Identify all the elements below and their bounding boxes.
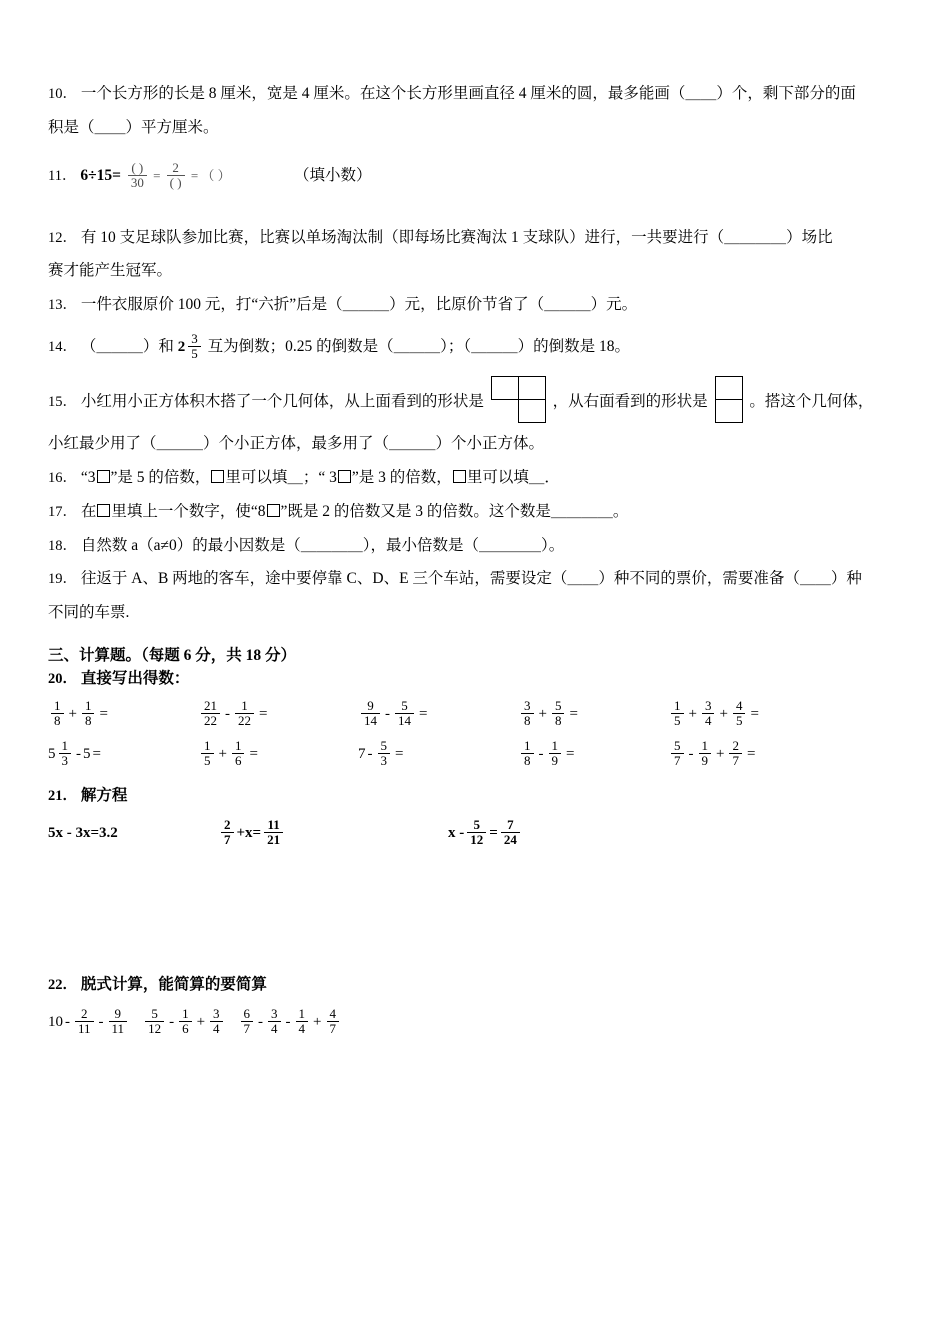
calc-item [668,737,757,770]
variable: x - [448,825,465,842]
operator: + [688,706,697,723]
operator: - [169,1014,175,1031]
fraction-numerator: 4 [735,697,743,713]
fraction-denominator: 11 [75,1021,94,1037]
fraction-numerator: 5 [473,816,480,832]
operator: +x= [236,825,262,842]
spacer [48,208,902,222]
question-text: 积是（＿＿）平方厘米。 [48,118,219,136]
fraction-numerator: ( ) [131,159,144,175]
q22-expression [48,1005,902,1038]
fraction-numerator: 1 [84,697,92,713]
operator: + [716,746,725,763]
mixed-whole: 2 [177,339,186,356]
question-text: 一件衣服原价 100 元，打“六折”后是（＿＿＿）元，比原价节省了（＿＿＿）元。 [80,296,638,314]
fraction [188,332,201,362]
question-number: 11． [48,167,77,184]
fraction-denominator: 14 [361,713,380,729]
fraction-numerator: 5 [674,737,681,753]
calc-item [198,737,358,770]
equation-1: 5x - 3x=3.2 [48,825,118,842]
fraction-numerator: 3 [271,1005,278,1021]
question-text: 不同的车票. [48,604,130,622]
operator: - [538,746,544,763]
equals-sign: = [153,167,161,183]
fraction-denominator: 8 [521,713,534,729]
question-number: 17． [48,503,77,520]
square-box-icon [211,470,224,483]
exam-content [48,78,902,1048]
fraction-denominator: 8 [552,713,565,729]
question-12 [48,222,902,254]
question-hint: （填小数） [293,166,372,184]
question-text: 在 [80,502,97,520]
fraction-numerator: 9 [367,697,374,713]
fraction-numerator: 1 [701,737,708,753]
fraction-numerator: 3 [213,1005,220,1021]
fraction-numerator: 21 [204,697,217,713]
fraction-numerator: 1 [241,697,248,713]
question-text: 一个长方形的长是 8 厘米，宽是 4 厘米。在这个长方形里画直径 4 厘米的圆，最多能画（＿＿）个，剩下部分的面 [80,85,856,102]
question-text: ，从右面看到的形状是 [552,393,708,411]
equals-sign: = [419,706,428,723]
equation-row [48,816,902,849]
question-number: 13． [48,297,77,314]
question-number: 10． [48,86,77,102]
equation-2 [218,816,448,849]
question-text: （＿＿＿）和 [80,337,174,355]
question-21 [48,784,902,809]
fraction-denominator: 5 [733,713,746,729]
section-3-title: 三、计算题。（每题 6 分，共 18 分） [48,646,297,664]
fraction-numerator: 3 [704,697,712,713]
question-text: 赛才能产生冠军。 [48,262,173,280]
fraction-numerator: 1 [61,737,68,753]
operator: - [285,1014,291,1031]
question-text: 小红用小正方体积木搭了一个几何体，从上面看到的形状是 [80,393,484,411]
question-text: ”是 3 的倍数， [351,469,452,486]
question-11 [48,160,902,192]
fraction-denominator: 4 [210,1021,223,1037]
answer-space [48,855,902,973]
question-number: 12． [48,229,77,246]
calc-item [518,737,668,770]
equals-sign: = [746,746,756,763]
fraction-numerator: 3 [191,330,198,346]
operator: + [68,706,77,723]
fraction-numerator: 5 [380,737,387,753]
fraction-numerator: 9 [114,1005,122,1021]
question-text: ”既是 2 的倍数又是 3 的倍数。这个数是＿＿＿＿。 [280,502,629,520]
operator: + [719,706,728,723]
question-text: 往返于 A、B 两地的客车，途中要停靠 C、D、E 三个车站，需要设定（＿＿）种不同的票价，需要准备（＿＿）种 [80,570,862,588]
fraction-denominator: 3 [59,753,72,769]
number: 5 [83,746,91,763]
question-text: ”是 5 的倍数， [110,469,211,486]
question-text: “3 [80,469,96,486]
fraction-denominator: 5 [188,346,201,362]
fraction-numerator: 3 [524,697,531,713]
fraction-denominator: 6 [179,1021,192,1037]
fraction-numerator: 1 [298,1005,306,1021]
equals-sign: = [569,706,578,723]
fraction-numerator: 1 [204,737,211,753]
operator: - [385,706,390,723]
fraction-numerator: 1 [54,697,61,713]
right-view-shape [715,376,743,423]
fraction-denominator: 9 [699,753,712,769]
fraction-denominator: 24 [501,832,520,848]
fraction-denominator: 5 [671,713,684,729]
operator: + [538,706,547,723]
fraction-numerator: 7 [507,816,514,832]
fraction-denominator: 4 [268,1021,281,1037]
question-20 [48,667,902,692]
question-text: 里可以填＿；“ 3 [225,469,337,486]
fraction-numerator: 11 [267,816,280,832]
equals-sign: = [99,706,108,723]
mixed-whole: 5 [48,746,56,763]
fraction-numerator: 5 [401,697,408,713]
mixed-number [178,331,204,363]
question-13 [48,289,902,321]
question-text: 里可以填＿． [466,469,560,486]
operator: - [367,746,373,763]
question-16 [48,462,902,494]
question-text: 里填上一个数字，使“8 [111,502,266,520]
question-text: 直接写出得数： [80,669,190,687]
operator: + [218,746,227,763]
equals-sign: = [249,746,258,763]
handwritten-answer [125,159,234,191]
calc-item [668,697,761,730]
question-10-line2 [48,112,902,144]
question-text: 解方程 [80,786,128,804]
question-number: 22． [48,976,77,993]
question-17 [48,496,902,528]
operator: - [65,1014,70,1031]
question-text: 有 10 支足球队参加比赛，比赛以单场淘汰制（即每场比赛淘汰 1 支球队）进行，一共要进行（＿＿＿＿）场比 [80,228,833,246]
fraction-numerator: 5 [554,697,562,713]
question-number: 18． [48,537,77,554]
fraction-numerator: 4 [329,1005,336,1021]
question-15 [48,379,902,426]
question-number: 20． [48,670,77,687]
question-text: 。搭这个几何体， [749,393,874,411]
question-expression: 6÷15= [80,166,121,184]
fraction-numerator: 1 [674,697,681,713]
spacer [48,365,902,379]
operator: + [313,1014,322,1031]
operator: + [196,1014,206,1031]
fraction-numerator: 2 [224,816,231,832]
question-number: 16． [48,470,77,486]
answer-blank: （ ） [201,167,231,183]
fraction-numerator: 6 [243,1005,251,1021]
fraction-numerator: 1 [182,1005,189,1021]
question-18 [48,530,902,562]
fraction-denominator: 7 [671,753,684,769]
fraction-2 [167,161,185,191]
operator: - [76,746,81,763]
calc-row-1 [48,697,902,730]
question-10 [48,78,902,110]
operator: - [258,1014,264,1031]
fraction-denominator: 14 [395,713,414,729]
square-box-icon [338,470,351,483]
calc-item [48,697,198,730]
question-19-line2 [48,597,902,629]
calc-item [198,697,358,730]
fraction-denominator: 4 [702,713,715,729]
question-text: 小红最少用了（＿＿＿）个小正方体，最多用了（＿＿＿）个小正方体。 [48,435,545,453]
operator: - [688,746,694,763]
fraction-numerator: 2 [81,1005,88,1021]
calc-row-2 [48,737,902,770]
calc-item [358,737,518,770]
fraction-denominator: 21 [264,832,283,848]
question-text: 脱式计算，能简算的要简算 [80,975,267,993]
question-number: 19． [48,571,77,588]
equals-sign: = [750,706,759,723]
fraction-denominator: 3 [378,753,391,769]
equals-sign: = [395,746,404,763]
fraction-denominator: 5 [201,753,214,769]
fraction-numerator: 1 [234,737,242,753]
question-number: 21． [48,787,77,804]
question-22 [48,973,902,998]
equation-3 [448,816,523,849]
top-view-shape [491,376,546,423]
operator: - [98,1014,104,1031]
fraction-numerator: 2 [172,159,179,175]
calc-item [48,737,198,770]
number: 10 [48,1014,63,1031]
calc-item [358,697,518,730]
operator: - [225,706,230,723]
fraction-denominator: 6 [232,753,245,769]
square-box-icon [97,470,110,483]
fraction-1 [128,161,147,191]
equals-sign: = [190,167,199,183]
square-box-icon [453,470,466,483]
fraction-denominator: 12 [145,1021,164,1037]
fraction-denominator: 8 [521,753,534,769]
fraction-numerator: 2 [732,737,739,753]
fraction-denominator: 11 [109,1021,128,1037]
fraction-denominator: 9 [549,753,562,769]
question-text: 自然数 a（a≠0）的最小因数是（＿＿＿＿），最小倍数是（＿＿＿＿）。 [80,536,565,554]
question-12-line2 [48,255,902,287]
question-number: 14． [48,338,77,355]
fraction-denominator: 8 [82,713,95,729]
fraction-denominator: 8 [51,713,64,729]
square-box-icon [267,504,280,517]
square-box-icon [97,504,110,517]
fraction-denominator: 7 [729,753,742,769]
question-text: 互为倒数；0.25 的倒数是（＿＿＿）；（＿＿＿）的倒数是 18。 [207,337,631,355]
calc-item [518,697,668,730]
fraction-denominator: 4 [296,1021,309,1037]
question-number: 15． [48,394,77,411]
expression [48,1005,342,1038]
fraction-denominator: 7 [327,1021,340,1037]
question-15-line2 [48,428,902,460]
fraction-denominator: 30 [128,175,147,191]
fraction-denominator: 7 [241,1021,254,1037]
equals-sign: = [566,746,575,763]
fraction-denominator: 12 [467,832,486,848]
question-19 [48,563,902,595]
fraction-numerator: 5 [151,1005,158,1021]
question-14 [48,331,902,363]
fraction-denominator: 7 [221,832,234,848]
fraction-denominator: 22 [235,713,254,729]
fraction-numerator: 1 [524,737,531,753]
equals-sign: = [489,825,498,842]
fraction-denominator: ( ) [167,175,185,191]
equals-sign: = [92,746,101,763]
spacer [48,194,902,208]
number: 7 [358,746,366,763]
equals-sign: = [259,706,268,723]
fraction-denominator: 22 [201,713,220,729]
fraction-numerator: 1 [551,737,558,753]
